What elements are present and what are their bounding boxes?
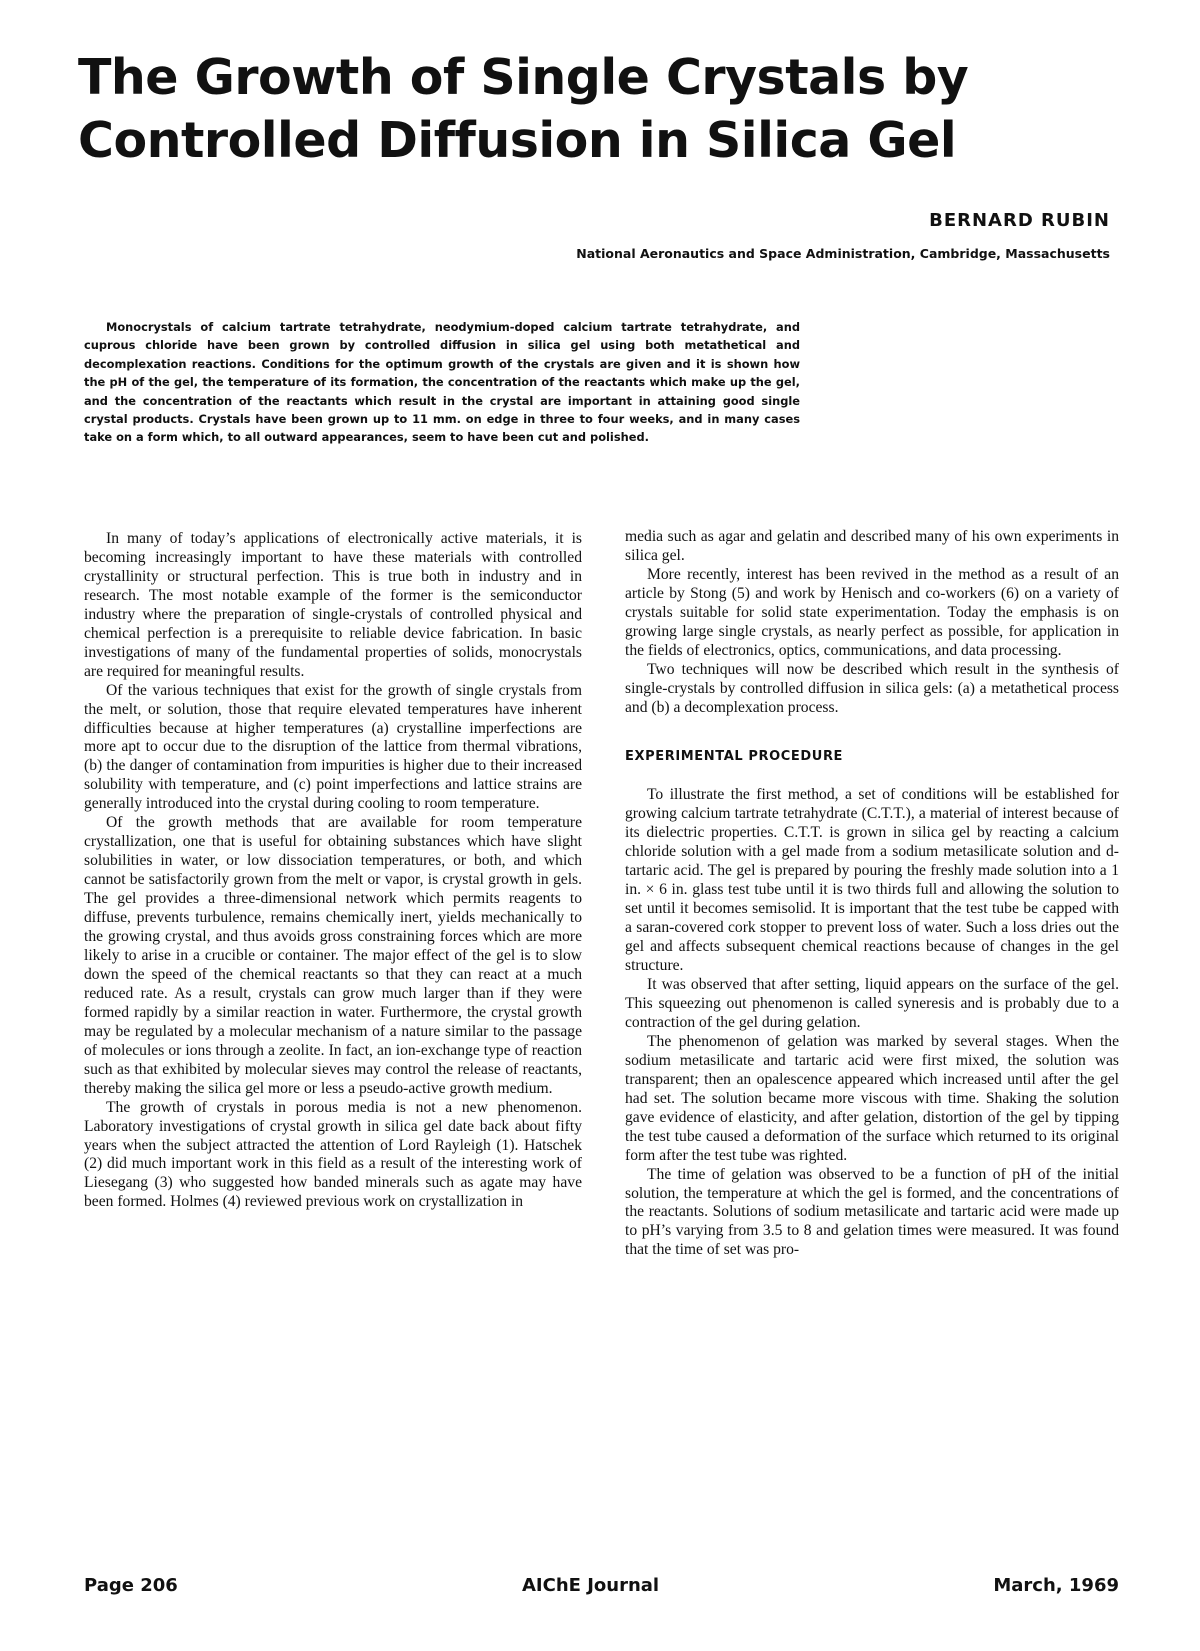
title-line-1: The Growth of Single Crystals by: [78, 49, 969, 106]
author-name: BERNARD RUBIN: [929, 210, 1110, 231]
body-paragraph: In many of today’s applications of electronically active materials, it is becoming increasingly important to have these materials with controlled crystallinity or structural perfection. This is true both in industry and in research. The most notable example of the former is the semiconductor industry where the preparation of single-crystals of controlled physical and chemical perfection is a prerequisite to reliable device fabrication. In basic investigations of many of the fundamental properties of solids, monocrystals are required for meaningful results.: [84, 530, 582, 680]
body-paragraph: Two techniques will now be described which result in the synthesis of single-crystals by controlled diffusion in silica gels: (a) a metathetical process and (b) a decomplexation process.: [625, 660, 1119, 716]
page-number: Page 206: [84, 1575, 178, 1596]
body-paragraph: More recently, interest has been revived in the method as a result of an article by Stong (5) and work by Henisch and co-workers (6) on a variety of crystals suitable for solid state experimentation. Today the emphasis is on growing large single crystals, as nearly perfect as possible, for application in the fields of electronics, optics, communications, and data processing.: [625, 565, 1119, 659]
article-title: [78, 46, 1098, 172]
section-heading: EXPERIMENTAL PROCEDURE: [625, 748, 844, 764]
issue-date: March, 1969: [993, 1575, 1119, 1596]
body-paragraph: The phenomenon of gelation was marked by several stages. When the sodium metasilicate and tartaric acid were first mixed, the solution was transparent; then an opalescence appeared which increased until after the gel had set. The solution became more viscous with time. Shaking the solution gave evidence of elasticity, and after gelation, distortion of the gel by tipping the test tube caused a deformation of the surface which returned to its original form after the test tube was righted.: [625, 1032, 1119, 1164]
right-column: [625, 528, 1119, 1260]
body-paragraph: It was observed that after setting, liquid appears on the surface of the gel. This squeezing out phenomenon is called syneresis and is probably due to a contraction of the gel during gelation.: [625, 976, 1119, 1031]
body-paragraph: To illustrate the first method, a set of conditions will be established for growing calcium tartrate tetrahydrate (C.T.T.), a material of interest because of its dielectric properties. C.T.T. is grown in silica gel by reacting a calcium chloride solution with a gel made from a sodium metasilicate solution and d-tartaric acid. The gel is prepared by pouring the freshly made solution into a 1 in. × 6 in. glass test tube until it is two thirds full and allowing the solution to set until it becomes semisolid. It is important that the test tube be capped with a saran-covered cork stopper to prevent loss of water. Such a loss dries out the gel and affects subsequent chemical reactions because of changes in the gel structure.: [625, 786, 1119, 975]
abstract: Monocrystals of calcium tartrate tetrahydrate, neodymium-doped calcium tartrate tetrahydrate, and cuprous chloride have been grown by controlled diffusion in silica gel using both metathetical and decomplexation reactions. Conditions for the optimum growth of the crystals are given and it is shown how the pH of the gel, the temperature of its formation, the concentration of the reactants which make up the gel, and the concentration of the reactants which result in the crystal are important in attaining good single crystal products. Crystals have been grown up to 11 mm. on edge in three to four weeks, and in many cases take on a form which, to all outward appearances, seem to have been cut and polished.: [84, 320, 800, 445]
author-affiliation: National Aeronautics and Space Administration, Cambridge, Massachusetts: [576, 246, 1110, 261]
title-line-2: Controlled Diffusion in Silica Gel: [78, 112, 957, 169]
left-column: [84, 530, 582, 1212]
body-paragraph: Of the various techniques that exist for the growth of single crystals from the melt, or solution, those that require elevated temperatures have inherent difficulties because at higher temperatures (a) crystalline imperfections are more apt to occur due to the disruption of the lattice from thermal vibrations, (b) the danger of contamination from impurities is higher due to their increased solubility with temperature, and (c) point imperfections and lattice strains are generally introduced into the crystal during cooling to room temperature.: [84, 681, 582, 813]
body-paragraph: The growth of crystals in porous media is not a new phenomenon. Laboratory investigations of crystal growth in silica gel date back about fifty years when the subject attracted the attention of Lord Rayleigh (1). Hatschek (2) did much important work in this field as a result of the interesting work of Liesegang (3) who suggested how banded minerals such as agate may have been formed. Holmes (4) reviewed previous work on crystallization in: [84, 1098, 582, 1211]
body-paragraph: Of the growth methods that are available for room temperature crystallization, one that is useful for obtaining substances which have slight solubilities in water, or low dissociation temperatures, or both, and which cannot be satisfactorily grown from the melt or vapor, is crystal growth in gels. The gel provides a three-dimensional network which permits reagents to diffuse, prevents turbulence, remains chemically inert, yields mechanically to the growing crystal, and thus avoids gross constraining forces which are more likely to arise in a crucible or container. The major effect of the gel is to slow down the speed of the chemical reactants so that they can react at a much reduced rate. As a result, crystals can grow much larger than if they were formed rapidly by a similar reaction in water. Furthermore, the crystal growth may be regulated by a molecular mechanism of a nature similar to the passage of molecules or ions through a zeolite. In fact, an ion-exchange type of reaction such as that exhibited by molecular sieves may control the release of reactants, thereby making the silica gel more or less a pseudo-active growth medium.: [84, 814, 582, 1097]
journal-name: AIChE Journal: [522, 1575, 660, 1596]
body-paragraph: media such as agar and gelatin and described many of his own experiments in silica gel.: [625, 528, 1119, 564]
body-paragraph: The time of gelation was observed to be a function of pH of the initial solution, the temperature at which the gel is formed, and the concentrations of the reactants. Solutions of sodium metasilicate and tartaric acid were made up to pH’s varying from 3.5 to 8 and gelation times were measured. It was found that the time of set was pro-: [625, 1165, 1119, 1259]
